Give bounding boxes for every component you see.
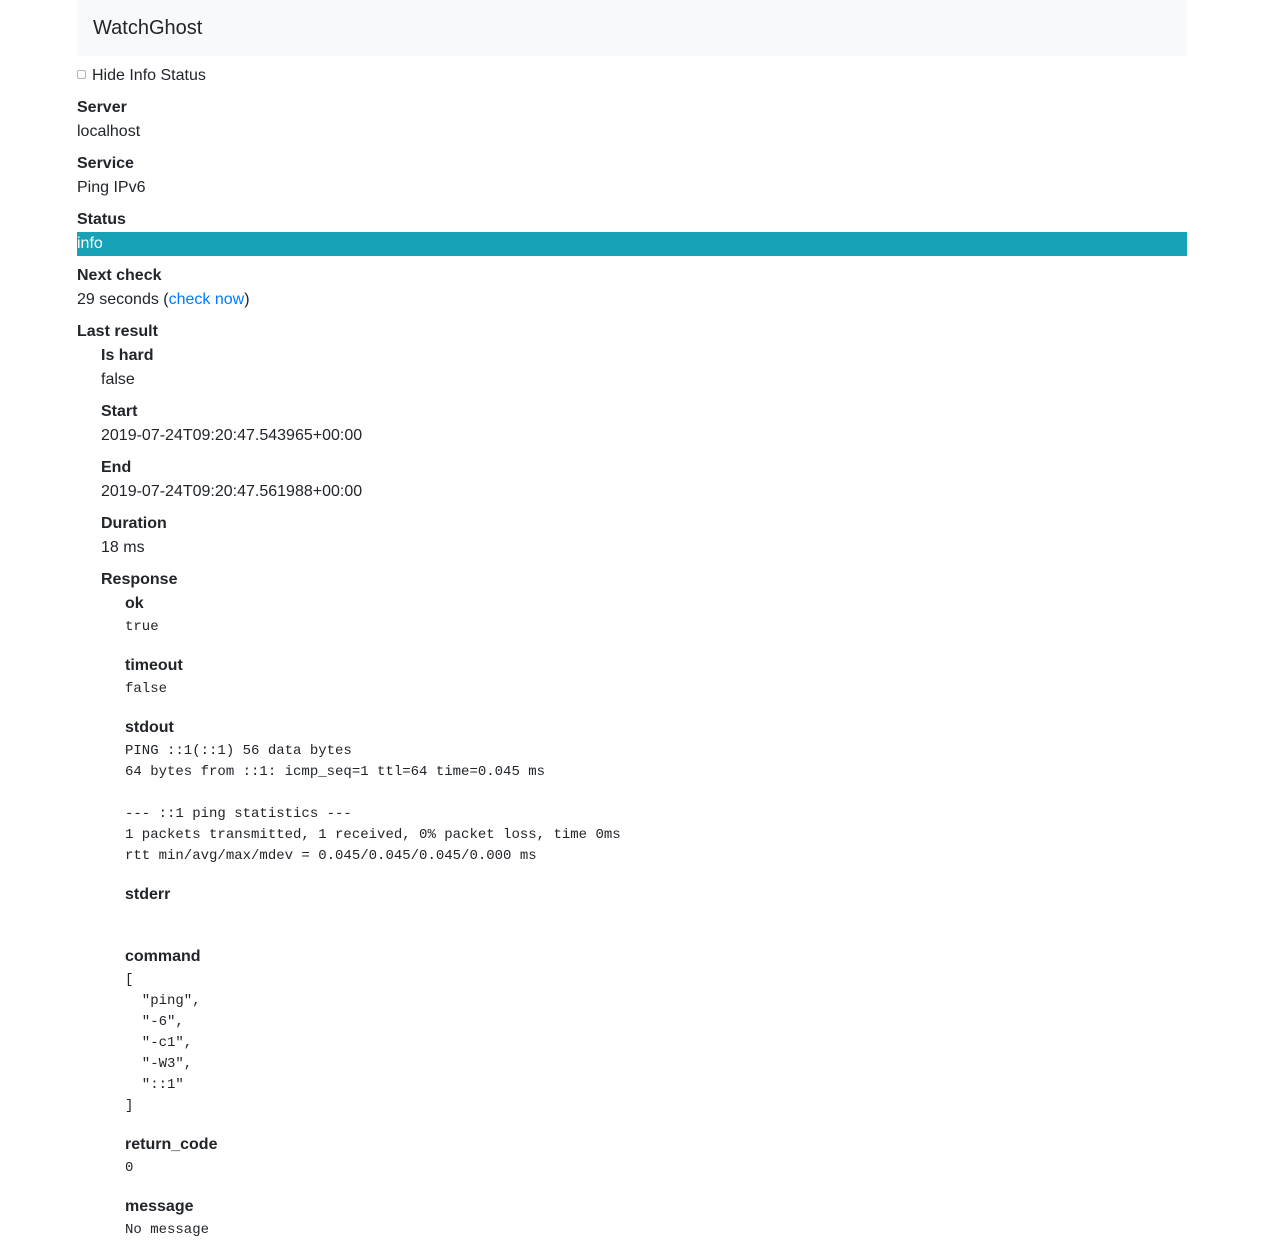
server-value: localhost <box>77 123 141 140</box>
stderr-value <box>125 907 1187 929</box>
duration-value: 18 ms <box>101 539 145 556</box>
server-label: Server <box>77 99 127 116</box>
duration-label: Duration <box>101 515 167 532</box>
service-details <box>77 96 1187 1241</box>
timeout-value-wrap <box>125 678 1187 700</box>
next-check-value <box>77 288 1187 312</box>
ok-label: ok <box>125 595 144 612</box>
next-check-countdown: 29 seconds ( <box>77 291 169 308</box>
stdout-label: stdout <box>125 719 174 736</box>
response-details <box>125 592 1187 1241</box>
ok-value-wrap <box>125 616 1187 638</box>
service-value: Ping IPv6 <box>77 179 146 196</box>
response-section <box>101 592 1187 1241</box>
ok-value: true <box>125 619 159 635</box>
last-result-label: Last result <box>77 323 158 340</box>
return-code-label: return_code <box>125 1136 218 1153</box>
hide-info-checkbox[interactable] <box>77 70 86 79</box>
status-badge: info <box>77 232 1187 256</box>
return-code-value: 0 <box>125 1160 134 1176</box>
start-value: 2019-07-24T09:20:47.543965+00:00 <box>101 427 363 444</box>
next-check-suffix: ) <box>244 291 250 308</box>
last-result-details <box>101 344 1187 1241</box>
command-value-wrap <box>125 969 1187 1117</box>
stderr-label: stderr <box>125 886 171 903</box>
page-container <box>77 0 1187 1257</box>
app-brand[interactable]: WatchGhost <box>93 17 203 39</box>
is-hard-value: false <box>101 371 135 388</box>
stdout-value-wrap <box>125 740 1187 867</box>
command-value: [ "ping", "-6", "-c1", "-W3", "::1" ] <box>125 972 201 1114</box>
last-result-section <box>77 344 1187 1241</box>
service-label: Service <box>77 155 134 172</box>
hide-info-toggle[interactable] <box>77 64 1187 88</box>
is-hard-label: Is hard <box>101 347 154 364</box>
message-value: No message <box>125 1222 210 1238</box>
timeout-label: timeout <box>125 657 183 674</box>
navbar <box>77 0 1187 56</box>
message-label: message <box>125 1198 194 1215</box>
timeout-value: false <box>125 681 168 697</box>
stdout-value: PING ::1(::1) 56 data bytes 64 bytes from ::1: icmp_seq=1 ttl=64 time=0.045 ms --- ::1 ping statistics --- 1 packets transmitted, 1 received, 0% packet loss, time 0ms rtt min/avg/max/mdev = 0.045/0.045/0.045/0.000 ms <box>125 743 621 864</box>
stderr-value-wrap <box>125 907 1187 929</box>
message-value-wrap <box>125 1219 1187 1241</box>
command-label: command <box>125 948 201 965</box>
response-label: Response <box>101 571 178 588</box>
start-label: Start <box>101 403 138 420</box>
end-label: End <box>101 459 132 476</box>
return-code-value-wrap <box>125 1157 1187 1179</box>
check-now-link[interactable]: check now <box>168 291 245 308</box>
status-label: Status <box>77 211 126 228</box>
hide-info-label[interactable]: Hide Info Status <box>92 67 206 84</box>
end-value: 2019-07-24T09:20:47.561988+00:00 <box>101 483 363 500</box>
next-check-label: Next check <box>77 267 162 284</box>
